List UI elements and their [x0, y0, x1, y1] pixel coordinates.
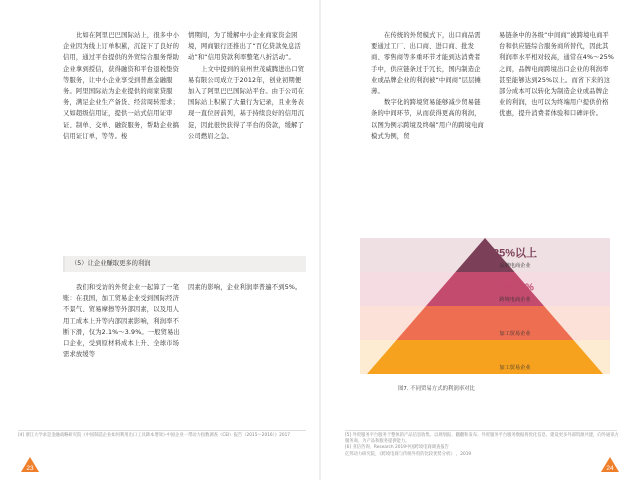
footnote: [4] 浙江大学求是金融战略研究院《中国制造企业如何利用出口工具降本增效》·中国企业一带动力指数调查（CEI）报告（2015～2016）》2017: [18, 433, 291, 438]
footnote: [6] 亚信咨询，Research 2019中国跨境电商调查报告: [345, 445, 449, 451]
pyramid-tier: [367, 340, 603, 374]
left-page-column-3: [63, 282, 181, 360]
right-page-column-1: [371, 30, 487, 142]
page-number: 23: [26, 465, 34, 472]
paragraph: 上文中提到的泉州世茂威腾进出口贸易有限公司成立于2012年，创业初期便加入了阿里巴巴国际站平台。由于公司在国际站上积累了大量行为记录，且业务表现一直位居前列，基于持续良好的信用沉淀，因此很快获得了平台的贷款，缓解了公司燃眉之急。: [188, 65, 305, 140]
page-gutter: [319, 0, 321, 480]
paragraph: 在传统的外贸模式下，出口商品需要通过工厂、出口商、进口商、批发商、零售商等多重环节才能到达消费者手中，供应链条过于冗长，国内制造企业或品牌企业的利润被“中间商”层层摊薄。: [371, 32, 481, 96]
paragraph: 因素的影响，企业利润率普遍不到5%。: [188, 284, 302, 291]
tier-category-label: 跨境电商企业: [499, 297, 531, 304]
paragraph: 情期间，为了缓解中小企业商家资金困境，网商银行还推出了“百亿贷款免息活动”和“信用贷款利率整笔八折活动”。: [188, 32, 302, 62]
paragraph: 数字化的跨境贸易能够减少贸易链条的中间环节，从而获得更高的利润，以图为例示跨境及终端”用户的跨境电商模式为例，贸: [371, 99, 485, 140]
paragraph: 易链条中的各级“中间商”被跨境电商平台和供应链综合服务商所替代，因此其利润率水平相对较高，通常在4%～25%之间，品牌电商跨境出口企业的利润率甚至能够达到25%以上。而省下来的这部分成本可以转化为制造企业或品牌企业的利润，也可以为终端用户提供价格优惠，提升消费者体验和口碑评价。: [499, 32, 614, 118]
section-heading-box: [63, 256, 306, 272]
page-number-badge-left: [18, 455, 42, 473]
tier-category-label: 品牌电商企业: [499, 263, 531, 270]
footnote: [5] 外贸服务平台服务于整体的产品信息收集、以规划报、翻翻和发布；外贸服务平台服务数据将优化信息，建设更多外部资源共建，向外通讯方服务商，为产品和服务提供能力。: [345, 433, 619, 445]
footnote-rule: [345, 430, 617, 431]
tier-category-label: 加工贸易企业: [499, 331, 531, 338]
tier-value-label: 4%-25%: [496, 282, 534, 294]
footnote-rule: [18, 430, 306, 431]
section-heading: （5）让企业赚取更多的利润: [71, 260, 151, 267]
left-page-column-1: [63, 30, 181, 142]
left-page-column-4: [188, 282, 306, 293]
right-page-column-2: [499, 30, 615, 120]
tier-value-label: 25%以上: [492, 247, 538, 260]
pyramid-svg: [360, 232, 610, 382]
page-number-badge-right: [598, 455, 622, 473]
pyramid-tier: [397, 306, 574, 340]
page-number: 24: [606, 465, 614, 472]
paragraph: 我们和受访的外贸企业一起算了一笔账：在我国，加工贸易企业受到国际经济不景气、贸易摩擦等外部因素，以及用人用工成本上升等内部因素影响，利润率不断下滑，仅为2.1%～3.9%。一般贸易出口企业，受到原材料成本上升、全球市场需求放缓等: [63, 284, 181, 359]
tier-category-label: 加工贸易企业: [499, 365, 531, 372]
paragraph: 比如在阿里巴巴国际站上，很多中小企业因为线上订单积累，沉淀下了良好的信用，通过平台提供的外贸综合服务帮助企业拿到授信，获得融资和平台退税垫资等服务，让中小企业享受到普惠金融服务。阿里国际站为企业提供的商家贷服务，满足企业生产备货、经营周转需求；又如超级信用证，提供一站式信用证审证、制单、交单、融资服务，帮助企业搞信用证订单，等等。梭: [63, 32, 180, 140]
left-page-column-2: [188, 30, 306, 142]
tier-value-label: 2.1%-3.9%: [489, 349, 541, 362]
footnotes-right: [345, 433, 620, 458]
footnote: 亿邦动力研究院，《跨境电商与传统外贸的比较优势分析》 ，2019: [345, 451, 472, 457]
profit-pyramid-chart: [360, 232, 610, 382]
figure-caption: 图7. 不同贸易方式的利润率对比: [398, 386, 475, 392]
tier-value-label: 低于5%: [496, 315, 534, 328]
